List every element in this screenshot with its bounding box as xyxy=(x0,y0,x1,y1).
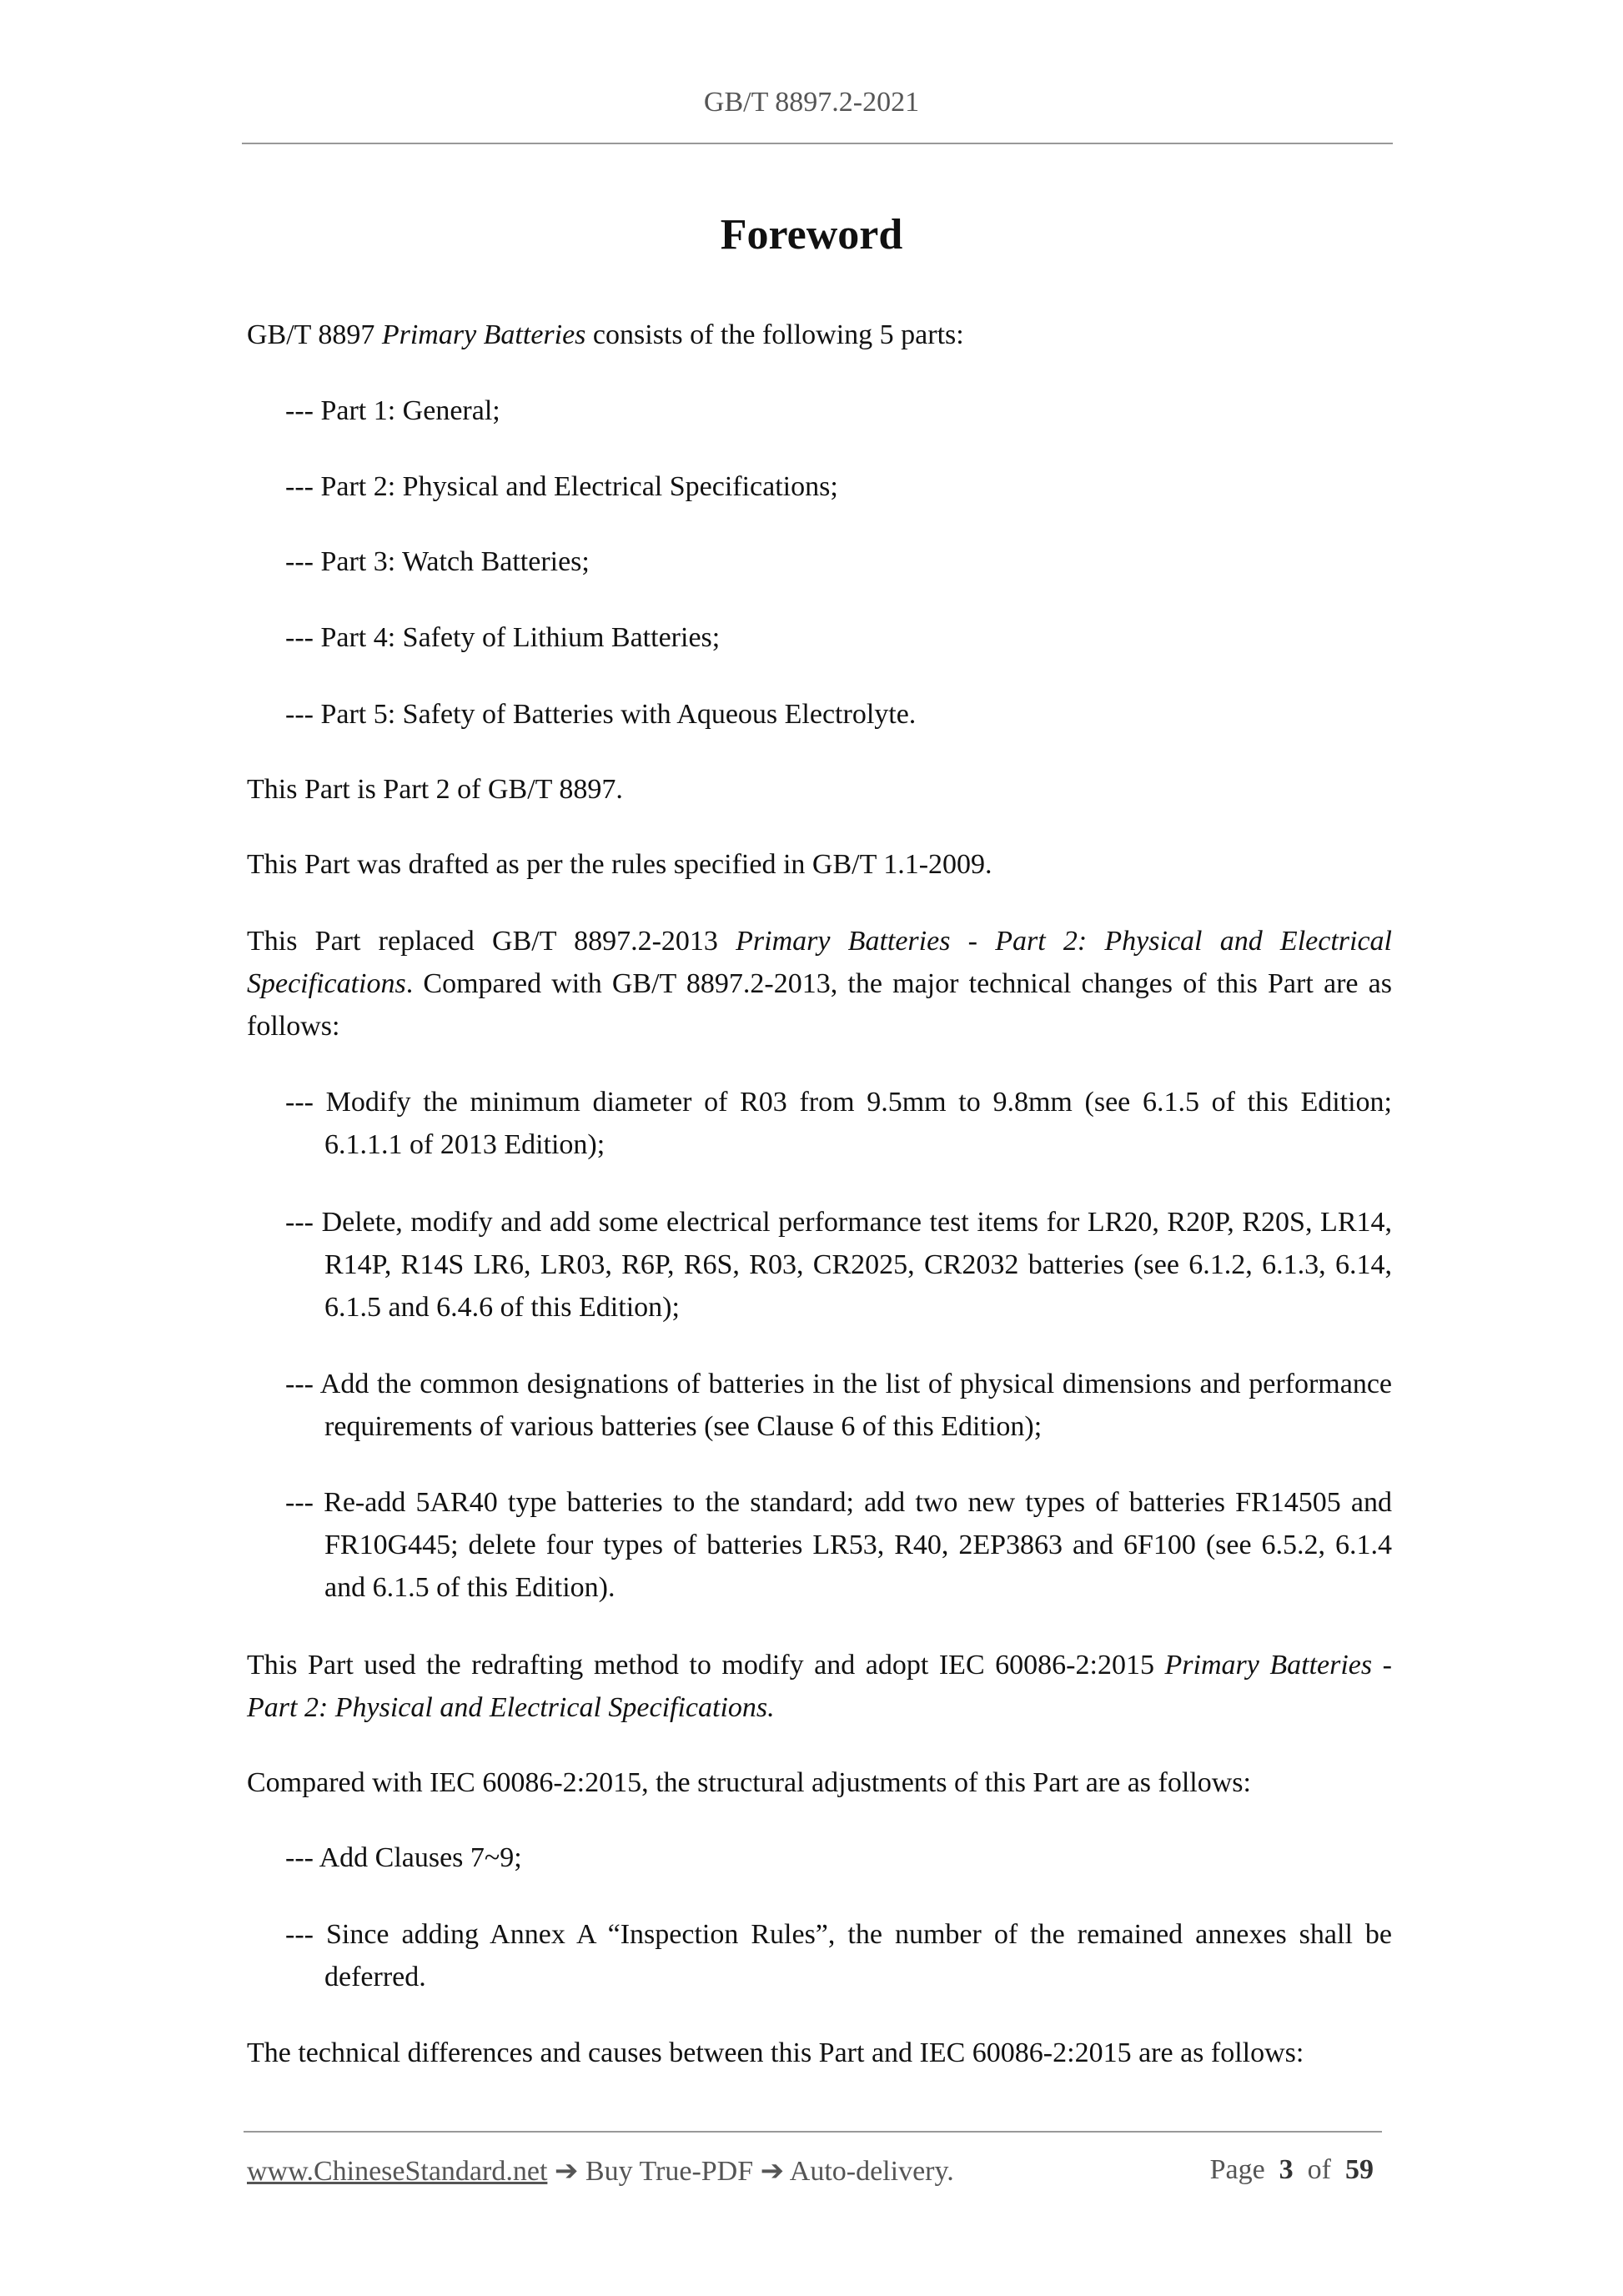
list-item: --- Since adding Annex A “Inspection Rules”, the number of the remained annexes shall be deferred. xyxy=(285,1919,1392,1992)
header-divider xyxy=(242,143,1393,144)
running-header: GB/T 8897.2-2021 xyxy=(703,87,920,118)
page-title: Foreword xyxy=(720,211,903,259)
paragraph: This Part is Part 2 of GB/T 8897. xyxy=(247,774,623,805)
footer-promo xyxy=(247,2154,954,2188)
list-item: --- Part 4: Safety of Lithium Batteries; xyxy=(285,622,721,653)
list-item: --- Part 3: Watch Batteries; xyxy=(285,546,590,577)
buy-text: Buy True-PDF xyxy=(585,2156,754,2187)
list-item: --- Part 5: Safety of Batteries with Aqueous Electrolyte. xyxy=(285,699,917,730)
list-item: --- Modify the minimum diameter of R03 from 9.5mm to 9.8mm (see 6.1.5 of this Edition; 6.1.1.1 of 2013 Edition); xyxy=(285,1087,1392,1160)
paragraph: The technical differences and causes between this Part and IEC 60086-2:2015 are as follows: xyxy=(247,2037,1304,2068)
delivery-text: Auto-delivery. xyxy=(789,2156,954,2187)
footer-divider xyxy=(244,2131,1382,2133)
arrow-icon: ➔ xyxy=(760,2156,785,2187)
page-number: Page 3 of 59 xyxy=(1209,2154,1374,2185)
list-item: --- Part 1: General; xyxy=(285,395,500,426)
intro-paragraph: GB/T 8897 Primary Batteries consists of the following 5 parts: xyxy=(247,319,964,350)
paragraph: This Part used the redrafting method to modify and adopt IEC 60086-2:2015 Primary Batteries - Part 2: Physical and Electrical Specifications. xyxy=(247,1650,1392,1723)
list-item: --- Re-add 5AR40 type batteries to the standard; add two new types of batteries FR14505 and FR10G445; delete four types of batteries LR53, R40, 2EP3863 and 6F100 (see 6.5.2, 6.1.4 and 6.1.5 of this Edition). xyxy=(285,1487,1392,1603)
list-item: --- Part 2: Physical and Electrical Specifications; xyxy=(285,471,838,502)
paragraph: Compared with IEC 60086-2:2015, the structural adjustments of this Part are as follows: xyxy=(247,1767,1251,1798)
arrow-icon: ➔ xyxy=(554,2156,579,2187)
footer xyxy=(247,2154,1382,2188)
paragraph: This Part replaced GB/T 8897.2-2013 Primary Batteries - Part 2: Physical and Electrical Specifications. Compared with GB/T 8897.2-2013, the major technical changes of this Part are as follows: xyxy=(247,926,1392,1042)
list-item: --- Add the common designations of batteries in the list of physical dimensions and performance requirements of various batteries (see Clause 6 of this Edition); xyxy=(285,1369,1392,1442)
paragraph: This Part was drafted as per the rules specified in GB/T 1.1-2009. xyxy=(247,849,992,880)
list-item: --- Delete, modify and add some electrical performance test items for LR20, R20P, R20S, LR14, R14P, R14S LR6, LR03, R6P, R6S, R03, CR2025, CR2032 batteries (see 6.1.2, 6.1.3, 6.14, 6.1.5 and 6.4.6 of this Edition); xyxy=(285,1207,1392,1323)
website-link[interactable]: www.ChineseStandard.net xyxy=(247,2156,548,2187)
list-item: --- Add Clauses 7~9; xyxy=(285,1842,522,1873)
